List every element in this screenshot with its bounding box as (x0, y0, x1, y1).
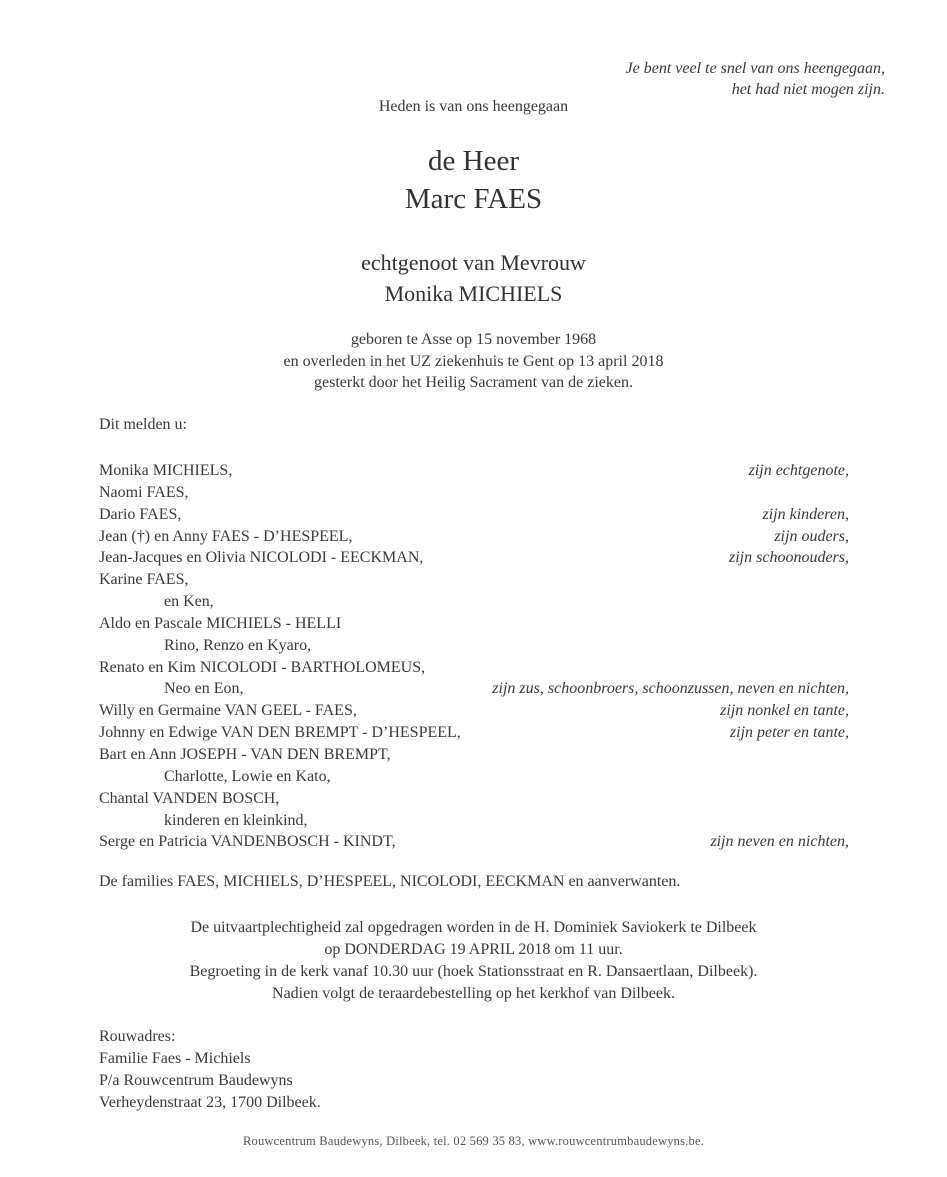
mourner-row (99, 700, 849, 722)
mourner-name: Serge en Patricia VANDENBOSCH - KINDT, (99, 833, 396, 851)
mourner-name: Aldo en Pascale MICHIELS - HELLI (99, 614, 342, 632)
mourner-name: Karine FAES, (99, 571, 189, 589)
mourner-name: Dario FAES, (99, 505, 182, 523)
sacrament-line: gesterkt door het Heilig Sacrament van de zieken. (314, 374, 633, 391)
mourner-relation: zijn kinderen, (762, 505, 849, 523)
mourner-name: Jean-Jacques en Olivia NICOLODI - EECKMAN, (99, 549, 424, 567)
mourner-row (99, 526, 849, 548)
mourner-name: Johnny en Edwige VAN DEN BREMPT - D’HESPEEL, (99, 724, 461, 742)
mourner-name: Jean (†) en Anny FAES - D’HESPEEL, (99, 527, 353, 545)
address-line-1: Familie Faes - Michiels (99, 1050, 251, 1067)
mourners-list (99, 460, 849, 853)
mourner-name: en Ken, (164, 593, 214, 611)
funeral-line-2: op DONDERDAG 19 APRIL 2018 om 11 uur. (324, 941, 623, 958)
mourner-row (99, 766, 849, 788)
dates-block (0, 329, 947, 394)
mourner-relation: zijn neven en nichten, (710, 833, 849, 851)
mourner-row (99, 831, 849, 853)
funeral-line-4: Nadien volgt de teraardebestelling op het kerkhof van Dilbeek. (272, 985, 675, 1002)
birth-line: geboren te Asse op 15 november 1968 (350, 331, 597, 348)
mourner-row (99, 460, 849, 482)
mourner-row (99, 657, 849, 679)
deceased-block (0, 142, 947, 218)
mourner-row (99, 613, 849, 635)
quote-line-1: Je bent veel te snel van ons heengegaan, (625, 60, 885, 77)
mourner-row (99, 744, 849, 766)
families-line: De families FAES, MICHIELS, D’HESPEEL, NICOLODI, EECKMAN en aanverwanten. (99, 873, 681, 890)
mourner-row (99, 722, 849, 744)
mourner-name: Monika MICHIELS, (99, 462, 233, 479)
mourner-relation: zijn peter en tante, (729, 724, 849, 742)
mourner-relation: zijn schoonouders, (729, 549, 849, 567)
mourner-name: Naomi FAES, (99, 483, 189, 501)
mourner-row (99, 504, 849, 526)
mourner-row (99, 788, 849, 810)
mourner-name: Chantal VANDEN BOSCH, (99, 789, 280, 807)
mourner-relation: zijn zus, schoonbroers, schoonzussen, neven en nichten, (492, 680, 849, 698)
address-line-3: Verheydenstraat 23, 1700 Dilbeek. (99, 1094, 321, 1111)
deceased-title: de Heer (428, 145, 519, 177)
mourner-name: Charlotte, Lowie en Kato, (164, 767, 331, 785)
mourner-name: kinderen en kleinkind, (164, 811, 308, 829)
funeral-line-3: Begroeting in de kerk vanaf 10.30 uur (hoek Stationsstraat en R. Dansaertlaan, Dilbeek). (189, 963, 758, 980)
mourner-relation: zijn echtgenote, (748, 462, 849, 479)
mourner-row (99, 635, 849, 657)
quote-line-2: het had niet mogen zijn. (731, 81, 885, 98)
mourner-name: Neo en Eon, (164, 680, 244, 698)
opening-quote (626, 58, 885, 100)
mourner-row (99, 547, 849, 569)
spouse-line-1: echtgenoot van Mevrouw (361, 250, 586, 275)
funeral-line-1: De uitvaartplechtigheid zal opgedragen worden in de H. Dominiek Saviokerk te Dilbeek (190, 919, 757, 936)
mourner-row (99, 482, 849, 504)
mourner-name: Renato en Kim NICOLODI - BARTHOLOMEUS, (99, 658, 426, 676)
mourner-relation: zijn nonkel en tante, (720, 702, 849, 720)
intro-text: Heden is van ons heengegaan (378, 98, 569, 115)
mourner-row (99, 569, 849, 591)
spouse-name: Monika MICHIELS (384, 281, 563, 306)
footer-text: Rouwcentrum Baudewyns, Dilbeek, tel. 02 569 35 83, www.rouwcentrumbaudewyns.be. (242, 1134, 705, 1148)
mourner-row (99, 591, 849, 613)
mourner-name: Bart en Ann JOSEPH - VAN DEN BREMPT, (99, 745, 391, 763)
address-label: Rouwadres: (99, 1028, 176, 1045)
announce-text: Dit melden u: (99, 416, 187, 433)
spouse-block (0, 247, 947, 309)
mourner-name: Rino, Renzo en Kyaro, (164, 636, 312, 654)
address-line-2: P/a Rouwcentrum Baudewyns (99, 1072, 293, 1089)
mourner-row (99, 678, 849, 700)
mourner-name: Willy en Germaine VAN GEEL - FAES, (99, 702, 357, 720)
mourner-row (99, 810, 849, 832)
deceased-name: Marc FAES (404, 183, 543, 215)
death-line: en overleden in het UZ ziekenhuis te Gent op 13 april 2018 (283, 352, 664, 370)
funeral-block (0, 917, 947, 1005)
mourner-relation: zijn ouders, (774, 527, 849, 545)
mourning-address (99, 1026, 321, 1114)
